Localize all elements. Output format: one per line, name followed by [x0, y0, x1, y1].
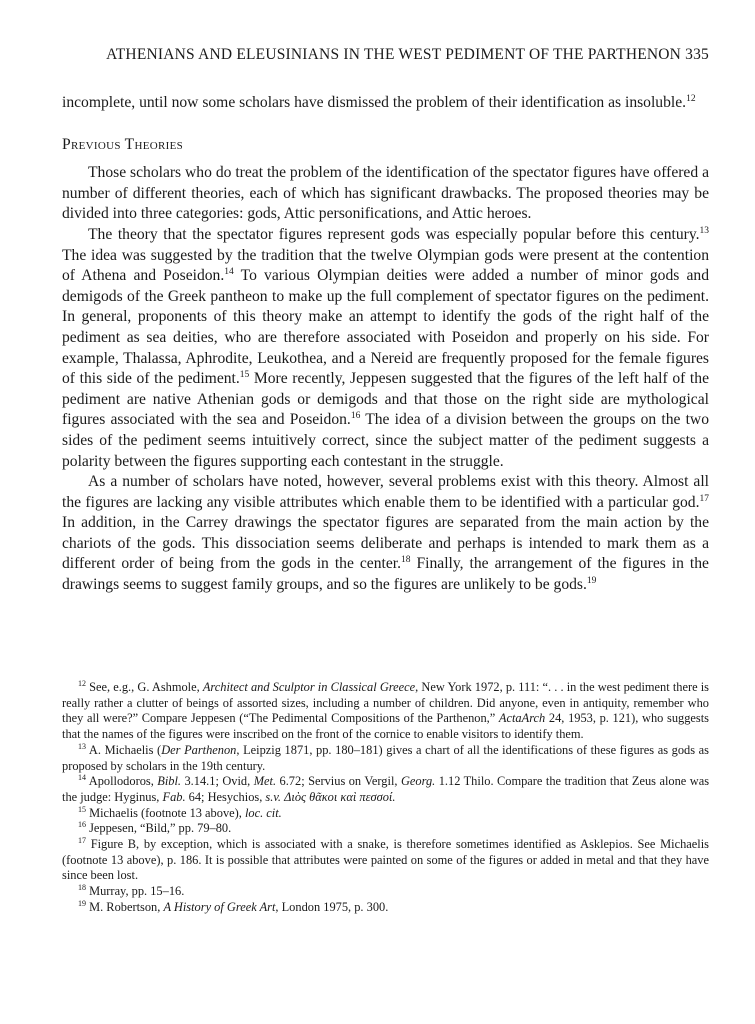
paragraph-1: [62, 163, 709, 225]
footnote-title: Fab.: [162, 789, 186, 804]
footnote-text: 64; Hesychios,: [185, 789, 266, 804]
footnote-title: Met.: [253, 774, 277, 789]
text: Finally, the arrangement of the figures in the drawings seems to suggest family groups, and so the figures are unlikely to be gods.: [62, 555, 709, 594]
footnote-ref-14[interactable]: 14: [224, 267, 234, 278]
footnote-title: loc. cit.: [244, 805, 282, 820]
footnote-18: [62, 884, 709, 900]
text: incomplete, until now some scholars have dismissed the problem of their identification as insoluble.: [62, 94, 687, 111]
footnote-text: Jeppesen, “Bild,” pp. 79–80.: [86, 821, 232, 836]
text: As a number of scholars have noted, however, several problems exist with this theory. Almost all the figures are lacking any visible attributes which enable them to be identified with a particular god.: [62, 473, 709, 511]
footnote-text: Murray, pp. 15–16.: [86, 884, 185, 899]
text: The idea of a division between the groups on the two sides of the pediment seems intuitively correct, since the subject matter of the pediment suggests a polarity between the figures supporting each contestant in the struggle.: [62, 411, 709, 470]
footnote-13: [62, 743, 709, 774]
footnotes: [62, 680, 709, 916]
footnote-text: Michaelis (footnote 13 above),: [86, 805, 245, 820]
paragraph-3: [62, 472, 709, 596]
footnote-17: [62, 837, 709, 884]
text: The theory that the spectator figures represent gods was especially popular before this century.: [88, 225, 700, 243]
footnote-text: A. Michaelis (: [86, 742, 162, 757]
footnote-ref-17[interactable]: 17: [699, 493, 709, 504]
footnote-number: 15: [78, 804, 86, 814]
running-head: ATHENIANS AND ELEUSINIANS IN THE WEST PEDIMENT OF THE PARTHENON 335: [106, 46, 709, 63]
footnote-number: 14: [78, 773, 86, 783]
footnote-ref-13[interactable]: 13: [699, 225, 709, 236]
text: The idea was suggested by the tradition that the twelve Olympian gods were present at the contention of Athena and Poseidon.: [62, 246, 709, 285]
footnote-number: 13: [78, 741, 86, 751]
footnote-text: , New York 1972, p. 111: “. . . in the west pediment there is really rather a clutter of beings of assorted sizes, including a number of children. Did anyone, even in antiquity, remember who they all were?” Compare Jeppesen (“The Pedimental Compositions of the Parthenon,”: [62, 680, 709, 726]
footnote-text: See, e.g., G. Ashmole,: [86, 680, 203, 694]
footnote-text: , London 1975, p. 300.: [275, 899, 389, 914]
footnote-text: 24, 1953, p. 121), who suggests that the names of the figures were inscribed on the front of the cornice to enable visitors to identify them.: [62, 711, 709, 742]
paragraph-2: [62, 225, 709, 472]
footnote-text: Figure B, by exception, which is associated with a snake, is therefore sometimes identified as Asklepios. See Michaelis (footnote 13 above), p. 186. It is possible that attributes were painted on some of the figures or added in metal and that they have since been lost.: [62, 837, 709, 883]
footnote-text: M. Robertson,: [86, 899, 164, 914]
footnote-text: , Leipzig 1871, pp. 180–181) gives a chart of all the identifications of these figures as gods as proposed by scholars in the 19th century.: [62, 742, 709, 773]
text: To various Olympian deities were added a number of minor gods and demigods of the Greek pantheon to make up the full complement of spectator figures on the pediment. In general, proponents of this theory make an attempt to identify the gods of the right half of the pediment as sea deities, who are therefore associated with Poseidon and properly on his side. For example, Thalassa, Aphrodite, Leukothea, and a Nereid are frequently proposed for the female figures of this side of the pediment.: [62, 267, 709, 388]
footnote-number: 18: [78, 883, 86, 893]
footnote-title: ActaArch: [498, 711, 546, 726]
text: More recently, Jeppesen suggested that the figures of the left half of the pediment are native Athenian gods or demigods and that those on the right side are mythological figures associated with the sea and Poseidon.: [62, 370, 709, 429]
text: Those scholars who do treat the problem of the identification of the spectator figures have offered a number of different theories, each of which has significant drawbacks. The proposed theories may be divided into three categories: gods, Attic personifications, and Attic heroes.: [62, 164, 709, 223]
footnote-title: Architect and Sculptor in Classical Greece: [202, 680, 416, 694]
footnote-title: Der Parthenon: [161, 742, 237, 757]
section-heading: Previous Theories: [62, 135, 184, 153]
footnote-ref-19[interactable]: 19: [586, 576, 597, 587]
footnote-ref-16[interactable]: 16: [350, 411, 361, 422]
footnote-text: 1.12 Thilo. Compare the tradition that Zeus alone was the judge: Hyginus,: [62, 774, 710, 804]
text: In addition, in the Carrey drawings the spectator figures are separated from the main action by the chariots of the gods. This dissociation seems deliberate and perhaps is intended to mark them as a different order of being from the gods in the center.: [62, 514, 709, 573]
footnote-19: [62, 900, 709, 916]
footnote-number: 12: [78, 679, 86, 688]
paragraph-continued: [62, 93, 709, 114]
footnote-text: 3.14.1; Ovid,: [181, 774, 254, 789]
footnote-16: [62, 821, 709, 837]
footnote-ref-18[interactable]: 18: [400, 555, 411, 566]
footnote-title: s.v.: [265, 789, 282, 804]
footnote-greek: Διὸς θᾶκοι καὶ πεσσοί.: [281, 789, 396, 804]
footnote-ref-15[interactable]: 15: [239, 370, 250, 381]
footnote-title: Georg.: [400, 774, 436, 789]
footnote-number: 19: [78, 898, 86, 908]
footnote-12: [62, 680, 709, 743]
footnote-14: [62, 774, 709, 805]
footnote-15: [62, 806, 709, 822]
footnote-title: A History of Greek Art: [163, 899, 276, 914]
footnote-title: Bibl.: [157, 774, 182, 789]
footnote-text: 6.72; Servius on Vergil,: [276, 774, 401, 789]
body-text: [62, 93, 709, 596]
footnote-ref-12[interactable]: 12: [686, 94, 696, 104]
footnote-number: 16: [78, 820, 86, 830]
footnote-text: Apollodoros,: [86, 774, 158, 789]
footnote-number: 17: [78, 836, 86, 846]
